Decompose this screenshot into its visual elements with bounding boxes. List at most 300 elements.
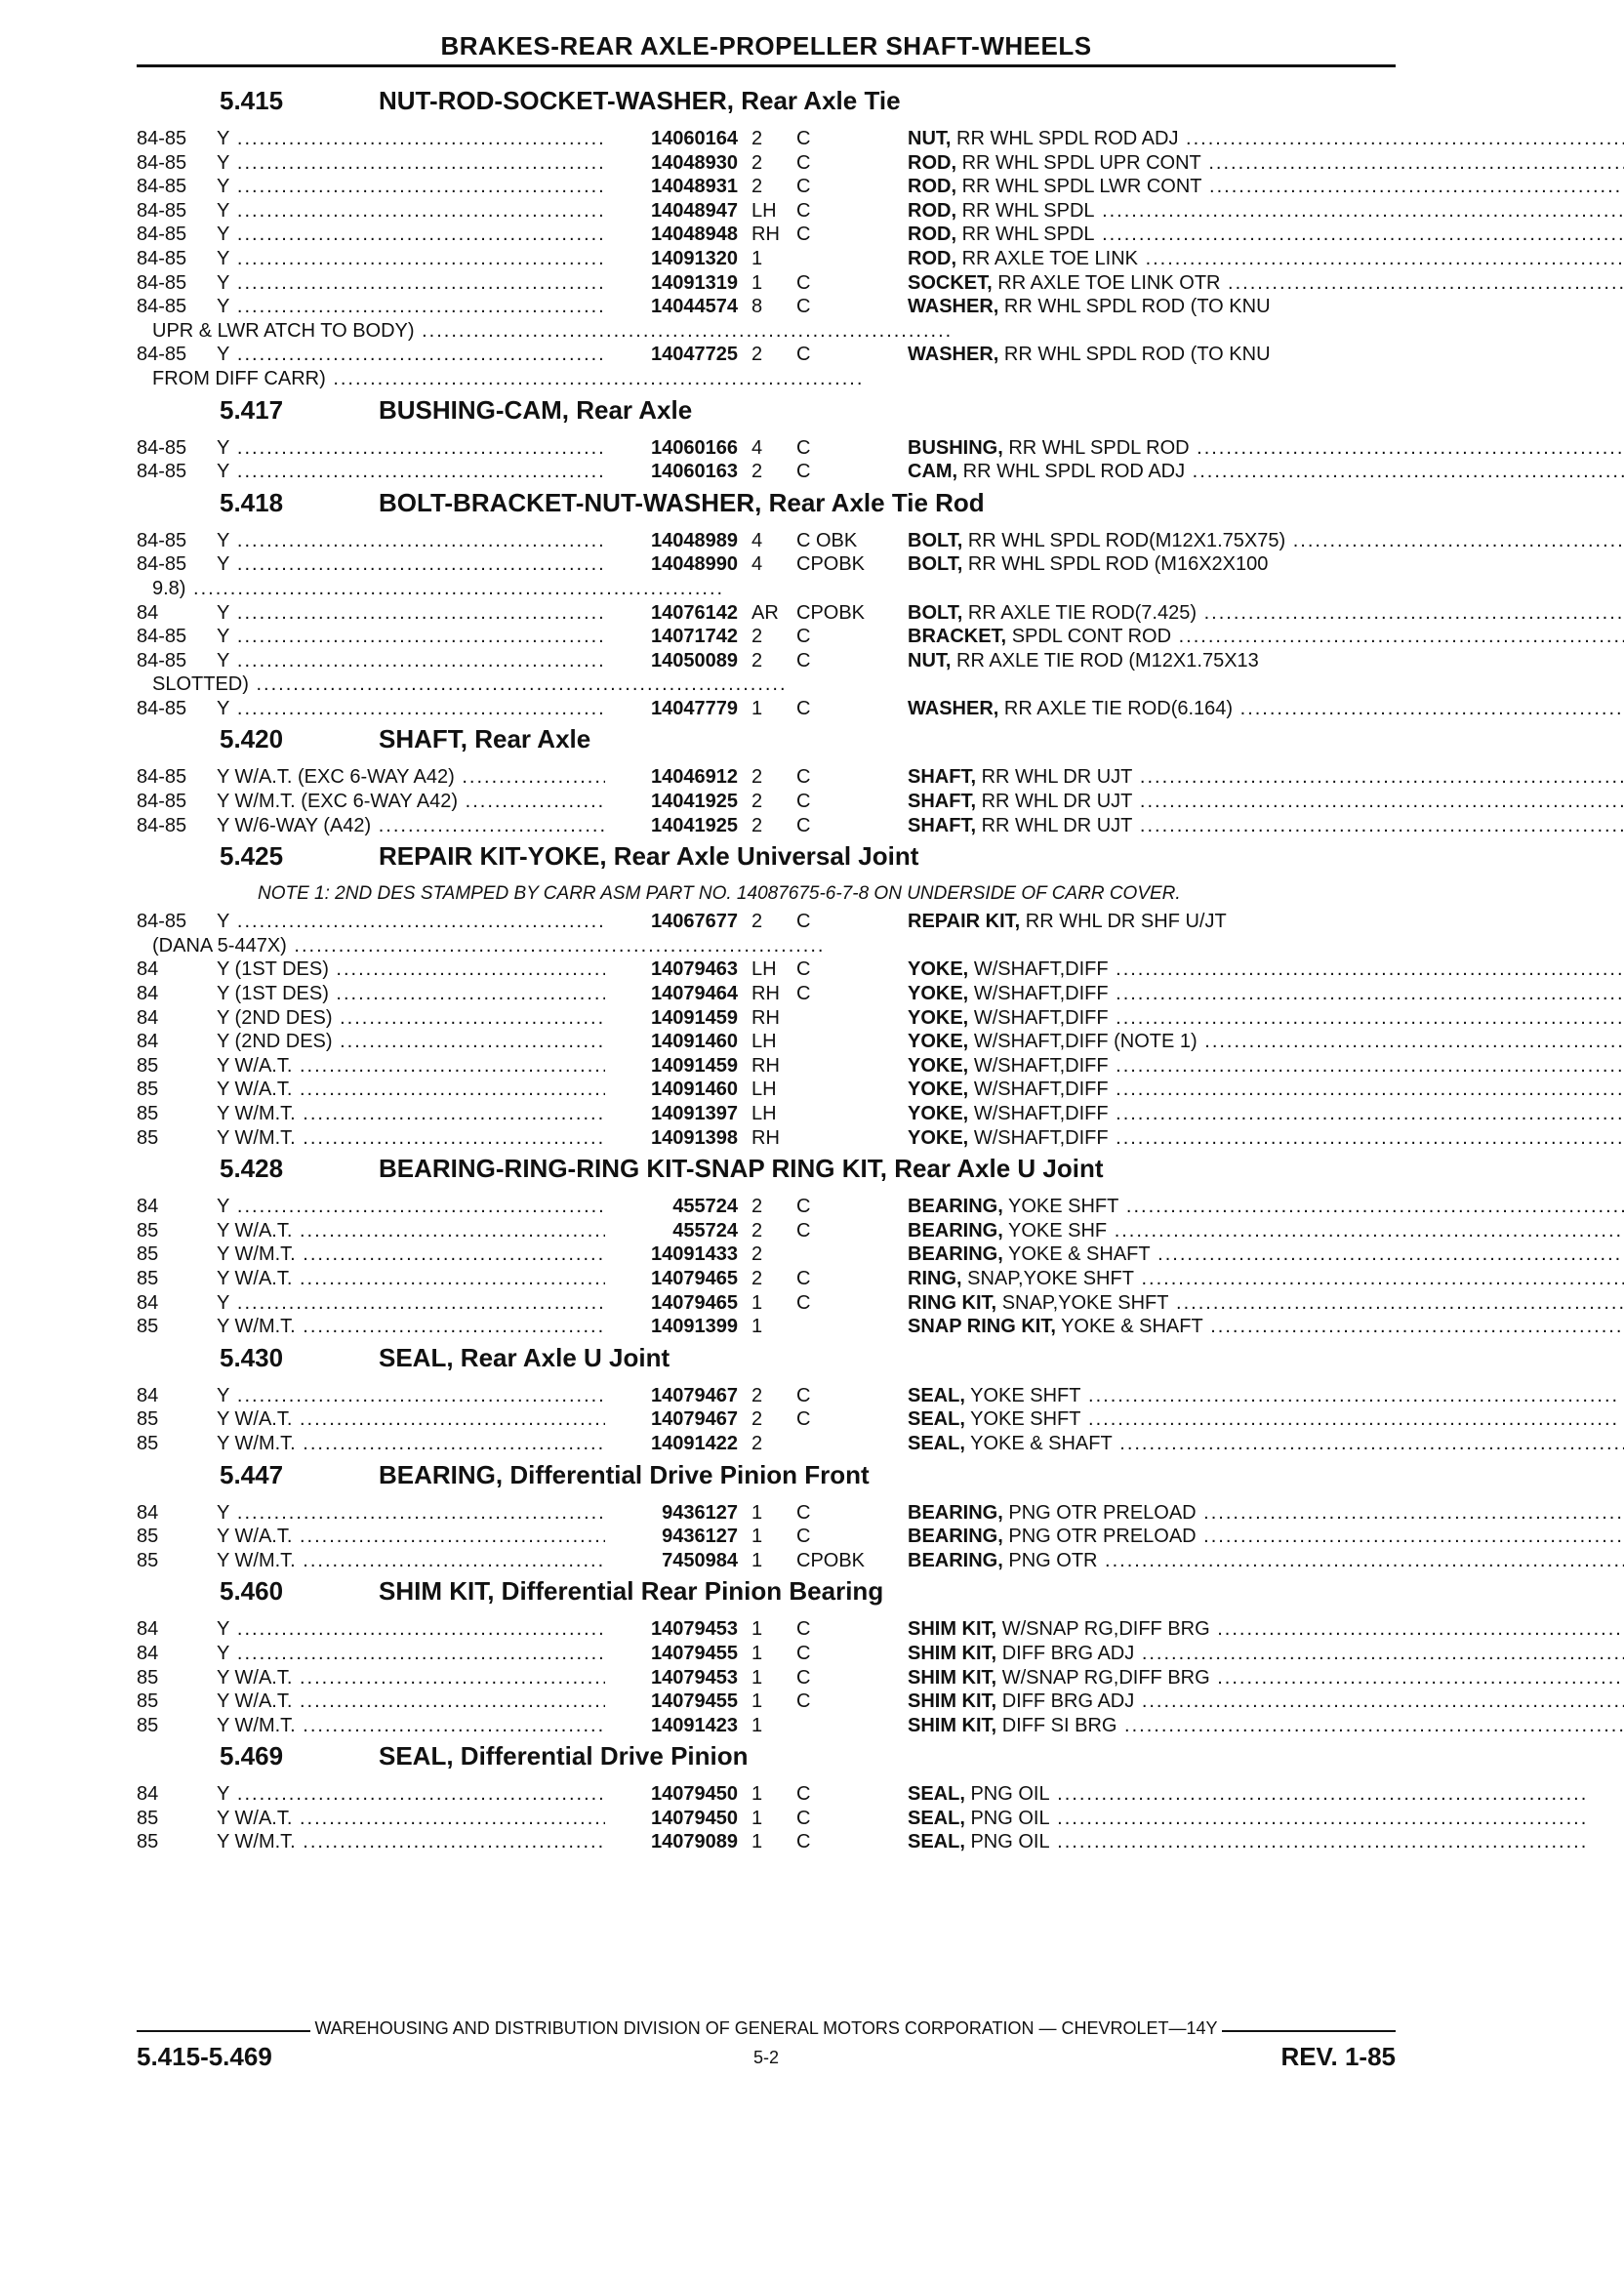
part-row bbox=[137, 790, 1396, 814]
leader-dots bbox=[1134, 1268, 1624, 1289]
part-description bbox=[908, 1316, 1624, 1337]
part-number: 14079465 bbox=[605, 1291, 738, 1316]
part-detail: W/SNAP RG,DIFF BRG bbox=[1001, 1618, 1210, 1641]
application-text: Y bbox=[217, 626, 230, 648]
part-description bbox=[908, 1502, 1624, 1524]
application-text: Y bbox=[217, 1642, 230, 1664]
part-row bbox=[137, 127, 1396, 151]
part-description bbox=[908, 791, 1624, 812]
source-code: C bbox=[796, 1408, 811, 1431]
model-year: 85 bbox=[137, 1408, 159, 1431]
quantity: 1 bbox=[751, 1666, 763, 1689]
leader-dots bbox=[185, 578, 724, 599]
part-name: WASHER, bbox=[908, 697, 999, 719]
part-detail: W/SNAP RG,DIFF BRG bbox=[1001, 1666, 1210, 1689]
part-detail-continued bbox=[137, 577, 1396, 601]
application-text: Y W/A.T. bbox=[217, 1526, 293, 1548]
source-code: C bbox=[796, 271, 811, 294]
leader-dots bbox=[1197, 602, 1624, 624]
source-code: C bbox=[796, 697, 811, 719]
quantity: 2 bbox=[751, 1219, 763, 1242]
part-detail: SNAP,YOKE SHFT bbox=[1001, 1291, 1169, 1314]
part-row bbox=[137, 295, 1396, 343]
model-year: 85 bbox=[137, 1126, 159, 1149]
leader-dots bbox=[1134, 1690, 1624, 1712]
quantity: LH bbox=[751, 1031, 777, 1053]
part-name: BEARING, bbox=[908, 1219, 1003, 1242]
part-number: 14071742 bbox=[605, 625, 738, 649]
part-detail: PNG OIL bbox=[970, 1807, 1050, 1829]
quantity: LH bbox=[751, 1079, 777, 1101]
leader-dots bbox=[1210, 1667, 1624, 1689]
part-row bbox=[137, 982, 1396, 1006]
part-description bbox=[908, 626, 1624, 647]
page-header-title: BRAKES-REAR AXLE-PROPELLER SHAFT-WHEELS bbox=[440, 31, 1092, 61]
part-detail: RR WHL SPDL ROD (TO KNU bbox=[1003, 296, 1271, 318]
part-row bbox=[137, 1501, 1396, 1526]
quantity: 2 bbox=[751, 1432, 763, 1454]
application-text: Y bbox=[217, 151, 230, 174]
section-number: 5.469 bbox=[220, 1741, 284, 1771]
part-detail-continued bbox=[137, 367, 1396, 391]
part-row bbox=[137, 1242, 1396, 1267]
source-code: C bbox=[796, 199, 811, 222]
model-year: 84-85 bbox=[137, 791, 187, 813]
quantity: 1 bbox=[751, 1831, 763, 1853]
part-description bbox=[908, 1526, 1624, 1547]
part-row bbox=[137, 1807, 1396, 1831]
quantity: 2 bbox=[751, 128, 763, 149]
leader-dots bbox=[326, 368, 865, 389]
section-title: SEAL, Differential Drive Pinion bbox=[379, 1741, 749, 1771]
part-number: 14091460 bbox=[605, 1078, 738, 1102]
quantity: RH bbox=[751, 983, 780, 1005]
part-row bbox=[137, 1315, 1396, 1339]
quantity: 2 bbox=[751, 814, 763, 836]
part-row bbox=[137, 223, 1396, 247]
part-name: YOKE, bbox=[908, 1006, 969, 1029]
part-detail: RR WHL SPDL ROD ADJ bbox=[962, 461, 1186, 483]
application-text: Y bbox=[217, 1618, 230, 1641]
part-row bbox=[137, 1219, 1396, 1243]
model-year: 85 bbox=[137, 1079, 159, 1101]
section-note: NOTE 1: 2ND DES STAMPED BY CARR ASM PART NO. 14087675-6-7-8 ON UNDERSIDE OF CARR COVER. bbox=[258, 883, 1181, 905]
part-description bbox=[908, 1550, 1624, 1571]
part-row bbox=[137, 343, 1396, 390]
part-detail: SNAP,YOKE SHFT bbox=[967, 1267, 1134, 1289]
section-title: SHAFT, Rear Axle bbox=[379, 724, 591, 754]
part-number: 14091399 bbox=[605, 1315, 738, 1339]
part-description bbox=[908, 1715, 1624, 1736]
application-text: Y W/A.T. (EXC 6-WAY A42) bbox=[217, 766, 455, 789]
leader-dots bbox=[1080, 1408, 1619, 1430]
leader-dots bbox=[1197, 1526, 1624, 1547]
leader-dots bbox=[1201, 152, 1624, 174]
part-detail: RR WHL SPDL ROD ADJ bbox=[956, 128, 1179, 149]
part-name: ROD, bbox=[908, 199, 956, 222]
source-code: C bbox=[796, 1666, 811, 1689]
part-row bbox=[137, 199, 1396, 224]
part-number: 14048990 bbox=[605, 552, 738, 577]
part-row bbox=[137, 1617, 1396, 1642]
quantity: 2 bbox=[751, 344, 763, 366]
part-detail-cont-text: FROM DIFF CARR) bbox=[152, 367, 326, 389]
part-row bbox=[137, 460, 1396, 484]
part-detail: W/SHAFT,DIFF bbox=[973, 1054, 1109, 1077]
part-number: 9436127 bbox=[605, 1525, 738, 1549]
application-text: Y W/A.T. bbox=[217, 1054, 293, 1077]
part-name: SNAP RING KIT, bbox=[908, 1316, 1056, 1338]
part-description bbox=[908, 1079, 1624, 1100]
application-text: Y W/M.T. bbox=[217, 1316, 296, 1338]
part-detail: DIFF BRG ADJ bbox=[1001, 1690, 1135, 1713]
part-detail: W/SHAFT,DIFF (NOTE 1) bbox=[973, 1031, 1198, 1053]
part-name: YOKE, bbox=[908, 1126, 969, 1149]
part-detail: PNG OIL bbox=[970, 1831, 1050, 1853]
quantity: 2 bbox=[751, 1196, 763, 1218]
part-name: YOKE, bbox=[908, 1079, 969, 1101]
part-row bbox=[137, 175, 1396, 199]
application-text: Y W/6-WAY (A42) bbox=[217, 814, 372, 836]
part-description bbox=[908, 1243, 1624, 1265]
part-detail: RR WHL SPDL bbox=[961, 224, 1095, 246]
application-text: Y (2ND DES) bbox=[217, 1006, 333, 1029]
quantity: 1 bbox=[751, 1618, 763, 1641]
part-number: 14079467 bbox=[605, 1384, 738, 1408]
part-row bbox=[137, 1525, 1396, 1549]
part-detail: RR AXLE TOE LINK bbox=[961, 247, 1139, 269]
model-year: 84-85 bbox=[137, 626, 187, 648]
section-number: 5.460 bbox=[220, 1576, 284, 1607]
part-number: 14079450 bbox=[605, 1807, 738, 1831]
application-text: Y bbox=[217, 1291, 230, 1314]
part-name: RING, bbox=[908, 1267, 962, 1289]
part-detail: RR WHL SPDL ROD(M12X1.75X75) bbox=[967, 529, 1286, 551]
source-code: C bbox=[796, 1618, 811, 1641]
model-year: 84 bbox=[137, 958, 159, 981]
part-detail: YOKE & SHAFT bbox=[1061, 1316, 1203, 1338]
part-row bbox=[137, 1291, 1396, 1316]
part-name: SEAL, bbox=[908, 1831, 965, 1853]
part-number: 14050089 bbox=[605, 649, 738, 673]
leader-dots bbox=[1210, 1618, 1624, 1640]
application-text: Y W/A.T. bbox=[217, 1408, 293, 1431]
source-code: C bbox=[796, 344, 811, 366]
part-number: 14079463 bbox=[605, 957, 738, 982]
leader-dots bbox=[415, 320, 954, 342]
footer-division: WAREHOUSING AND DISTRIBUTION DIVISION OF GENERAL MOTORS CORPORATION — CHEVROLET—14Y bbox=[310, 2018, 1221, 2038]
part-number: 14047779 bbox=[605, 697, 738, 721]
model-year: 85 bbox=[137, 1807, 159, 1829]
part-row bbox=[137, 1102, 1396, 1126]
part-detail: RR WHL DR UJT bbox=[981, 814, 1133, 836]
application-text: Y bbox=[217, 1783, 230, 1806]
part-name: YOKE, bbox=[908, 1103, 969, 1124]
part-description bbox=[908, 1433, 1624, 1454]
model-year: 84-85 bbox=[137, 436, 187, 459]
quantity: 2 bbox=[751, 911, 763, 933]
model-year: 84-85 bbox=[137, 529, 187, 551]
part-detail: YOKE SHFT bbox=[970, 1384, 1081, 1406]
part-detail-continued bbox=[137, 672, 1396, 697]
application-text: Y bbox=[217, 199, 230, 222]
part-description bbox=[908, 1408, 1619, 1430]
leader-dots bbox=[1138, 248, 1624, 269]
part-row bbox=[137, 1030, 1396, 1054]
part-description bbox=[908, 530, 1624, 551]
application-text: Y bbox=[217, 247, 230, 269]
part-description bbox=[908, 958, 1624, 980]
part-detail-continued bbox=[137, 319, 1396, 344]
model-year: 84-85 bbox=[137, 224, 187, 246]
part-row bbox=[137, 649, 1396, 697]
part-name: YOKE, bbox=[908, 958, 969, 981]
quantity: 1 bbox=[751, 1642, 763, 1664]
part-number: 14079089 bbox=[605, 1830, 738, 1854]
leader-dots bbox=[1050, 1783, 1589, 1805]
part-number: 14091459 bbox=[605, 1054, 738, 1079]
model-year: 84-85 bbox=[137, 766, 187, 789]
quantity: 4 bbox=[751, 436, 763, 459]
part-description bbox=[908, 176, 1624, 197]
application-text: Y W/A.T. bbox=[217, 1807, 293, 1829]
quantity: 1 bbox=[751, 697, 763, 719]
quantity: AR bbox=[751, 601, 779, 624]
model-year: 84-85 bbox=[137, 199, 187, 222]
part-description bbox=[908, 1268, 1624, 1289]
part-number: 14091422 bbox=[605, 1432, 738, 1456]
part-row bbox=[137, 1054, 1396, 1079]
quantity: RH bbox=[751, 1126, 780, 1149]
application-text: Y (1ST DES) bbox=[217, 958, 329, 981]
part-name: BEARING, bbox=[908, 1501, 1003, 1524]
part-name: SHIM KIT, bbox=[908, 1714, 997, 1736]
quantity: RH bbox=[751, 1054, 780, 1077]
part-name: WASHER, bbox=[908, 344, 999, 366]
source-code: C bbox=[796, 1219, 811, 1242]
model-year: 84 bbox=[137, 1196, 159, 1218]
footer-division-line bbox=[137, 2018, 1396, 2039]
source-code: C bbox=[796, 1642, 811, 1664]
source-code: C bbox=[796, 224, 811, 246]
section-header bbox=[137, 720, 1396, 765]
model-year: 84 bbox=[137, 1501, 159, 1524]
part-name: BOLT, bbox=[908, 553, 963, 576]
part-name: BOLT, bbox=[908, 601, 963, 624]
part-name: YOKE, bbox=[908, 1031, 969, 1053]
source-code: C bbox=[796, 814, 811, 836]
part-description bbox=[908, 1667, 1624, 1689]
part-row bbox=[137, 1126, 1396, 1151]
part-description bbox=[908, 272, 1624, 294]
application-text: Y bbox=[217, 553, 230, 576]
footer-page-number: 5-2 bbox=[752, 2048, 779, 2067]
application-text: Y W/A.T. bbox=[217, 1666, 293, 1689]
part-name: NUT, bbox=[908, 649, 952, 672]
application-text: Y bbox=[217, 271, 230, 294]
part-detail: W/SHAFT,DIFF bbox=[973, 1079, 1109, 1101]
part-detail-cont-text: (DANA 5-447X) bbox=[152, 934, 287, 957]
leader-dots bbox=[1095, 224, 1624, 245]
part-row bbox=[137, 957, 1396, 982]
model-year: 85 bbox=[137, 1054, 159, 1077]
application-text: Y bbox=[217, 529, 230, 551]
leader-dots bbox=[1109, 1007, 1624, 1029]
source-code: CPOBK bbox=[796, 553, 866, 576]
quantity: 8 bbox=[751, 296, 763, 318]
application-text: Y bbox=[217, 224, 230, 246]
model-year: 85 bbox=[137, 1526, 159, 1548]
part-detail: PNG OTR PRELOAD bbox=[1008, 1501, 1197, 1524]
part-detail: RR WHL SPDL LWR CONT bbox=[961, 176, 1202, 198]
part-detail-cont-text: UPR & LWR ATCH TO BODY) bbox=[152, 319, 415, 342]
part-name: BUSHING, bbox=[908, 436, 1003, 459]
leader-dots bbox=[1132, 766, 1624, 788]
source-code: C bbox=[796, 1501, 811, 1524]
part-description bbox=[908, 200, 1624, 222]
application-text: Y (2ND DES) bbox=[217, 1031, 333, 1053]
part-number: 14091319 bbox=[605, 271, 738, 296]
part-name: BRACKET, bbox=[908, 626, 1007, 648]
section-header bbox=[137, 391, 1396, 436]
part-detail: PNG OIL bbox=[970, 1783, 1050, 1806]
part-description bbox=[908, 224, 1624, 245]
section-title: BOLT-BRACKET-NUT-WASHER, Rear Axle Tie Rod bbox=[379, 487, 985, 517]
model-year: 85 bbox=[137, 1432, 159, 1454]
part-description bbox=[908, 1618, 1624, 1640]
model-year: 84-85 bbox=[137, 247, 187, 269]
leader-dots bbox=[1050, 1831, 1589, 1852]
leader-dots bbox=[1178, 128, 1624, 149]
model-year: 84 bbox=[137, 1291, 159, 1314]
part-name: ROD, bbox=[908, 247, 956, 269]
application-text: Y W/A.T. bbox=[217, 1219, 293, 1242]
application-text: Y bbox=[217, 461, 230, 483]
leader-dots bbox=[249, 673, 788, 695]
part-detail: RR AXLE TIE ROD(7.425) bbox=[967, 601, 1198, 624]
application-text: Y bbox=[217, 1196, 230, 1218]
part-name: SHIM KIT, bbox=[908, 1690, 997, 1713]
section-title: REPAIR KIT-YOKE, Rear Axle Universal Joint bbox=[379, 841, 919, 872]
application-text: Y W/A.T. bbox=[217, 1267, 293, 1289]
part-row bbox=[137, 625, 1396, 649]
part-detail-continued bbox=[137, 934, 1396, 958]
part-description bbox=[908, 1055, 1624, 1077]
leader-dots bbox=[1118, 1196, 1624, 1217]
part-name: YOKE, bbox=[908, 1054, 969, 1077]
quantity: 1 bbox=[751, 1807, 763, 1829]
part-row bbox=[137, 1549, 1396, 1573]
part-description bbox=[908, 128, 1624, 149]
part-name: YOKE, bbox=[908, 983, 969, 1005]
part-number: 14047725 bbox=[605, 343, 738, 367]
part-name: NUT, bbox=[908, 128, 952, 149]
source-code: C bbox=[796, 1267, 811, 1289]
section-header bbox=[137, 1150, 1396, 1195]
part-number: 14079465 bbox=[605, 1267, 738, 1291]
part-detail: YOKE SHFT bbox=[970, 1408, 1081, 1431]
part-detail: YOKE & SHAFT bbox=[1008, 1243, 1151, 1266]
part-detail: PNG OTR PRELOAD bbox=[1008, 1526, 1197, 1548]
source-code: C bbox=[796, 1196, 811, 1218]
part-number: 14091459 bbox=[605, 1006, 738, 1031]
part-detail: RR AXLE TOE LINK OTR bbox=[997, 271, 1221, 294]
part-row bbox=[137, 1407, 1396, 1432]
quantity: 1 bbox=[751, 1316, 763, 1338]
source-code: CPOBK bbox=[796, 601, 866, 624]
footer-revision: REV. 1-85 bbox=[1280, 2042, 1396, 2071]
leader-dots bbox=[1050, 1808, 1589, 1829]
part-number: 14079453 bbox=[605, 1617, 738, 1642]
part-name: SEAL, bbox=[908, 1807, 965, 1829]
model-year: 84 bbox=[137, 1618, 159, 1641]
part-detail: W/SHAFT,DIFF bbox=[973, 958, 1109, 981]
application-text: Y bbox=[217, 436, 230, 459]
part-number: 14048930 bbox=[605, 151, 738, 176]
section-title: BEARING, Differential Drive Pinion Front bbox=[379, 1459, 870, 1489]
part-detail: DIFF SI BRG bbox=[1001, 1714, 1117, 1736]
part-number: 14091397 bbox=[605, 1102, 738, 1126]
part-row bbox=[137, 436, 1396, 461]
part-row bbox=[137, 1666, 1396, 1690]
section-header bbox=[137, 1456, 1396, 1501]
part-description bbox=[908, 1783, 1588, 1805]
section-header bbox=[137, 1737, 1396, 1782]
quantity: 2 bbox=[751, 791, 763, 813]
part-number: 14079450 bbox=[605, 1782, 738, 1807]
source-code: C bbox=[796, 791, 811, 813]
section-title: BEARING-RING-RING KIT-SNAP RING KIT, Rear Axle U Joint bbox=[379, 1154, 1104, 1184]
model-year: 84 bbox=[137, 983, 159, 1005]
part-description bbox=[908, 437, 1624, 459]
model-year: 85 bbox=[137, 1666, 159, 1689]
part-detail: YOKE SHFT bbox=[1008, 1196, 1119, 1218]
source-code: C bbox=[796, 649, 811, 672]
part-detail: RR AXLE TIE ROD(6.164) bbox=[1003, 697, 1234, 719]
part-detail: RR WHL DR UJT bbox=[981, 791, 1133, 813]
application-text: Y W/M.T. bbox=[217, 1126, 296, 1149]
source-code: C bbox=[796, 626, 811, 648]
model-year: 85 bbox=[137, 1103, 159, 1124]
leader-dots bbox=[1151, 1243, 1624, 1265]
section-header bbox=[137, 82, 1396, 127]
part-number: 14091433 bbox=[605, 1242, 738, 1267]
quantity: LH bbox=[751, 958, 777, 981]
quantity: 2 bbox=[751, 1267, 763, 1289]
application-text: Y (1ST DES) bbox=[217, 983, 329, 1005]
part-number: 14091423 bbox=[605, 1714, 738, 1738]
source-code: C bbox=[796, 1690, 811, 1713]
part-description bbox=[908, 1196, 1624, 1217]
quantity: 1 bbox=[751, 1690, 763, 1713]
model-year: 85 bbox=[137, 1243, 159, 1266]
part-number: 14048931 bbox=[605, 175, 738, 199]
source-code: C bbox=[796, 1384, 811, 1406]
part-description bbox=[908, 1220, 1624, 1242]
source-code: CPOBK bbox=[796, 1549, 866, 1571]
quantity: 1 bbox=[751, 1783, 763, 1806]
model-year: 84-85 bbox=[137, 814, 187, 836]
leader-dots bbox=[1185, 461, 1624, 482]
part-detail: RR WHL SPDL UPR CONT bbox=[961, 151, 1201, 174]
leader-dots bbox=[1220, 272, 1624, 294]
model-year: 85 bbox=[137, 1690, 159, 1713]
part-number: 14079453 bbox=[605, 1666, 738, 1690]
part-name: SHIM KIT, bbox=[908, 1642, 997, 1664]
part-row bbox=[137, 1690, 1396, 1714]
section-header bbox=[137, 837, 1396, 882]
source-code: C OBK bbox=[796, 529, 858, 551]
